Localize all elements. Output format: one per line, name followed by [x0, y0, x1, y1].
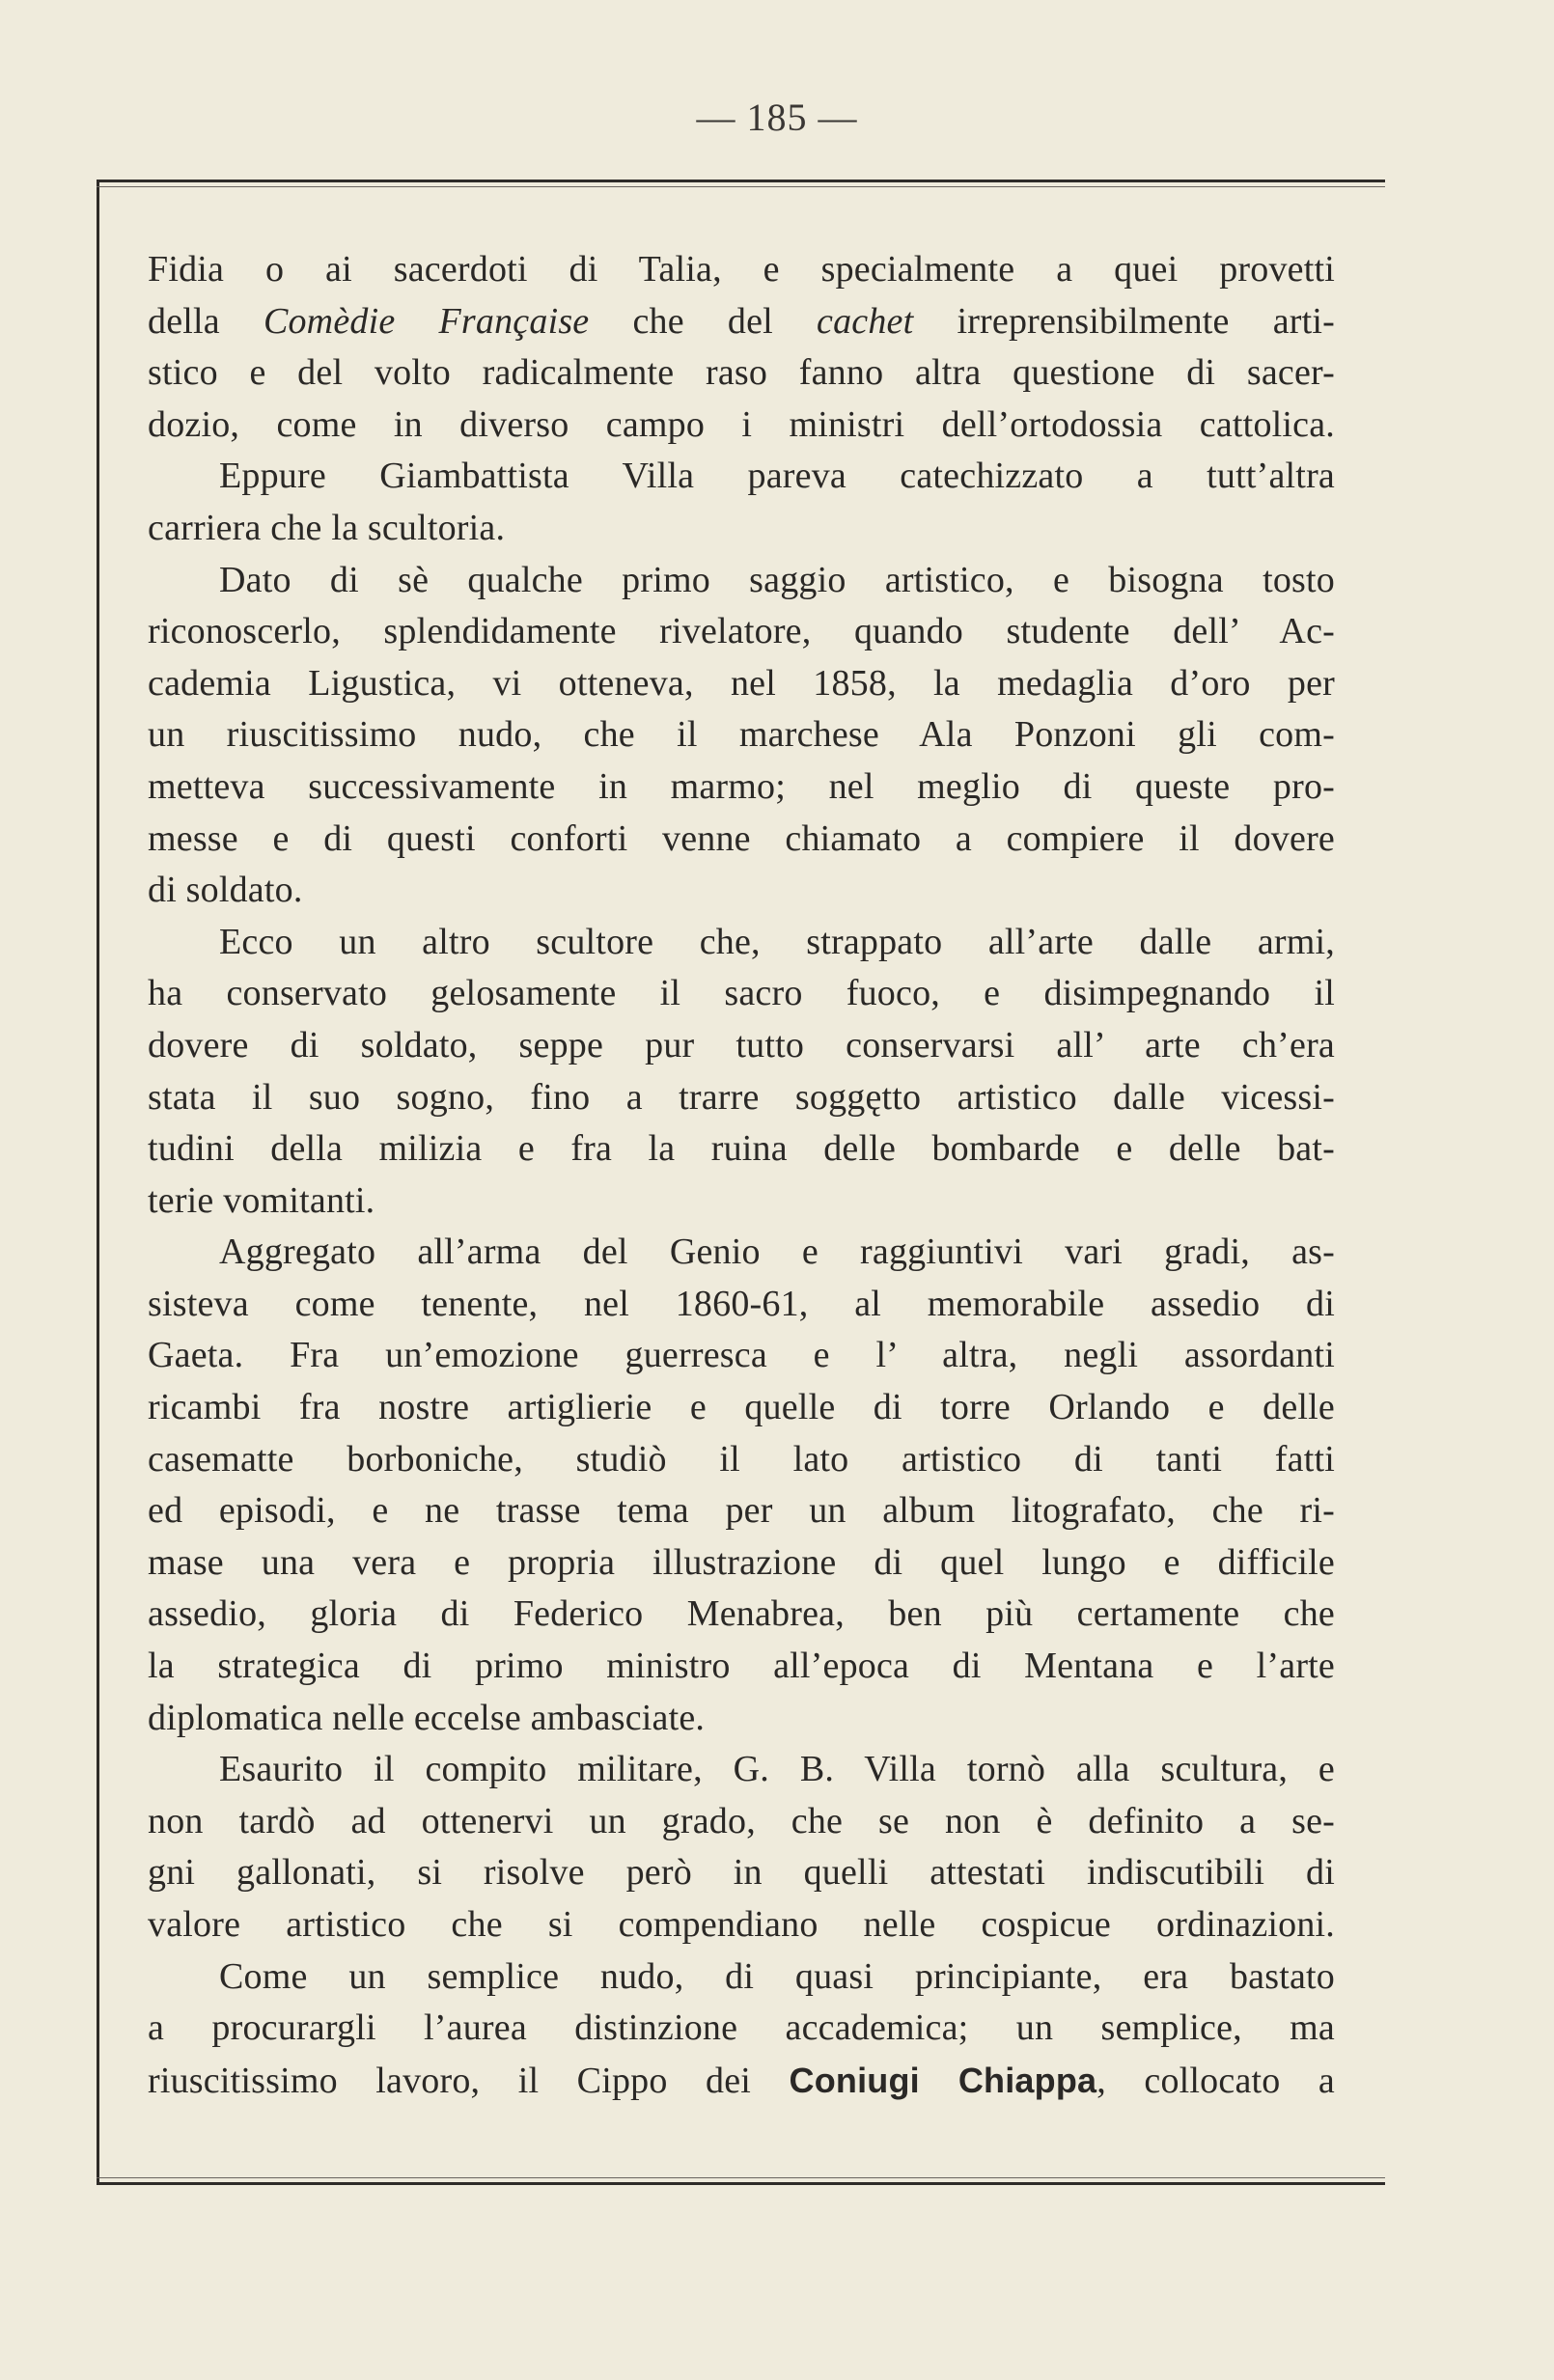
- text-line: [148, 1744, 1335, 1796]
- text-segment: che del: [589, 300, 817, 342]
- text-segment: riconoscerlo, splendidamente rivelatore, quando studente dell’ Ac-: [148, 611, 1335, 652]
- text-segment: la strategica di primo ministro all’epoca di Mentana e l’arte: [148, 1646, 1335, 1687]
- text-line: [148, 1072, 1335, 1124]
- text-line: [148, 1020, 1335, 1072]
- text-segment: assedio, gloria di Federico Menabrea, ben più certamente che: [148, 1593, 1335, 1635]
- text-line: [148, 1330, 1335, 1382]
- text-line: [148, 1899, 1335, 1951]
- text-segment: dozio, come in diverso campo i ministri dell’ortodossia cattolica.: [148, 403, 1335, 445]
- text-segment: Fidia o ai sacerdoti di Talia, e specialmente a quei provetti: [148, 249, 1335, 290]
- text-segment: , collocato a: [1096, 2060, 1335, 2101]
- text-emphasis: Coniugi Chiappa: [789, 2060, 1097, 2100]
- text-segment: un riuscitissimo nudo, che il marchese Ala Ponzoni gli com-: [148, 714, 1335, 756]
- text-emphasis: cachet: [817, 300, 914, 342]
- text-line: [148, 244, 1335, 296]
- text-line: [148, 1279, 1335, 1331]
- text-segment: di soldato.: [148, 870, 303, 911]
- text-line: [148, 761, 1335, 814]
- text-segment: Esaurito il compito militare, G. B. Villa tornò alla scultura, e: [219, 1749, 1335, 1790]
- text-segment: valore artistico che si compendiano nelle cospicue ordinazioni.: [148, 1904, 1335, 1945]
- text-line: [148, 1796, 1335, 1848]
- text-line: [148, 1951, 1335, 2004]
- text-line: [148, 1382, 1335, 1434]
- text-segment: tudini della milizia e fra la ruina delle bombarde e delle bat-: [148, 1128, 1335, 1170]
- text-segment: Ecco un altro scultore che, strappato all’arte dalle armi,: [219, 921, 1335, 962]
- text-line: [148, 658, 1335, 710]
- text-segment: Gaeta. Fra un’emozione guerresca e l’ altra, negli assordanti: [148, 1335, 1335, 1376]
- text-emphasis: Comèdie Française: [263, 300, 590, 342]
- text-segment: irreprensibilmente arti-: [913, 300, 1335, 342]
- text-line: [148, 1589, 1335, 1641]
- text-line: [148, 1176, 1335, 1228]
- text-line: [148, 968, 1335, 1020]
- text-segment: ed episodi, e ne trasse tema per un album litografato, che ri-: [148, 1490, 1335, 1532]
- text-segment: messe e di questi conforti venne chiamato a compiere il dovere: [148, 817, 1335, 859]
- text-segment: Aggregato all’arma del Genio e raggiuntivi vari gradi, as-: [219, 1232, 1335, 1273]
- text-line: [148, 503, 1335, 555]
- text-segment: metteva successivamente in marmo; nel meglio di queste pro-: [148, 765, 1335, 807]
- text-segment: mase una vera e propria illustrazione di quel lungo e difficile: [148, 1541, 1335, 1583]
- text-segment: non tardò ad ottenervi un grado, che se non è definito a se-: [148, 1800, 1335, 1841]
- text-segment: ha conservato gelosamente il sacro fuoco, e disimpegnando il: [148, 973, 1335, 1014]
- text-line: [148, 2003, 1335, 2055]
- page-number: — 185 —: [696, 96, 858, 139]
- text-segment: Eppure Giambattista Villa pareva catechizzato a tutt’altra: [219, 456, 1335, 497]
- text-line: [148, 1123, 1335, 1176]
- text-line: [148, 1537, 1335, 1590]
- text-segment: ricambi fra nostre artiglierie e quelle di torre Orlando e delle: [148, 1387, 1335, 1428]
- text-line: [148, 917, 1335, 969]
- body-text: [148, 244, 1335, 2106]
- text-segment: gni gallonati, si risolve però in quelli attestati indiscutibili di: [148, 1852, 1335, 1894]
- text-line: [148, 451, 1335, 503]
- text-line: [148, 555, 1335, 607]
- text-line: [148, 1693, 1335, 1745]
- text-segment: stico e del volto radicalmente raso fanno altra questione di sacer-: [148, 352, 1335, 394]
- text-segment: Dato di sè qualche primo saggio artistico, e bisogna tosto: [219, 559, 1335, 600]
- text-line: [148, 1847, 1335, 1899]
- text-segment: cademia Ligustica, vi otteneva, nel 1858, la medaglia d’oro per: [148, 662, 1335, 704]
- text-line: [148, 2055, 1335, 2107]
- text-line: [148, 709, 1335, 761]
- text-line: [148, 1485, 1335, 1537]
- text-line: [148, 347, 1335, 400]
- text-line: [148, 606, 1335, 658]
- text-line: [148, 1641, 1335, 1693]
- text-segment: stata il suo sogno, fino a trarre soggętto artistico dalle vicessi-: [148, 1076, 1335, 1118]
- text-line: [148, 814, 1335, 866]
- text-line: [148, 296, 1335, 348]
- text-segment: carriera che la scultoria.: [148, 507, 506, 548]
- text-segment: dovere di soldato, seppe pur tutto conservarsi all’ arte ch’era: [148, 1024, 1335, 1065]
- text-segment: terie vomitanti.: [148, 1179, 375, 1221]
- text-line: [148, 1227, 1335, 1279]
- text-segment: della: [148, 300, 264, 342]
- text-line: [148, 400, 1335, 452]
- text-segment: a procurargli l’aurea distinzione accademica; un semplice, ma: [148, 2007, 1335, 2049]
- text-line: [148, 865, 1335, 917]
- text-segment: casematte borboniche, studiò il lato artistico di tanti fatti: [148, 1438, 1335, 1480]
- text-segment: diplomatica nelle eccelse ambasciate.: [148, 1697, 706, 1738]
- text-segment: Come un semplice nudo, di quasi principiante, era bastato: [219, 1955, 1335, 1997]
- text-line: [148, 1434, 1335, 1486]
- text-segment: sisteva come tenente, nel 1860-61, al memorabile assedio di: [148, 1283, 1335, 1324]
- text-segment: riuscitissimo lavoro, il Cippo dei: [148, 2060, 790, 2101]
